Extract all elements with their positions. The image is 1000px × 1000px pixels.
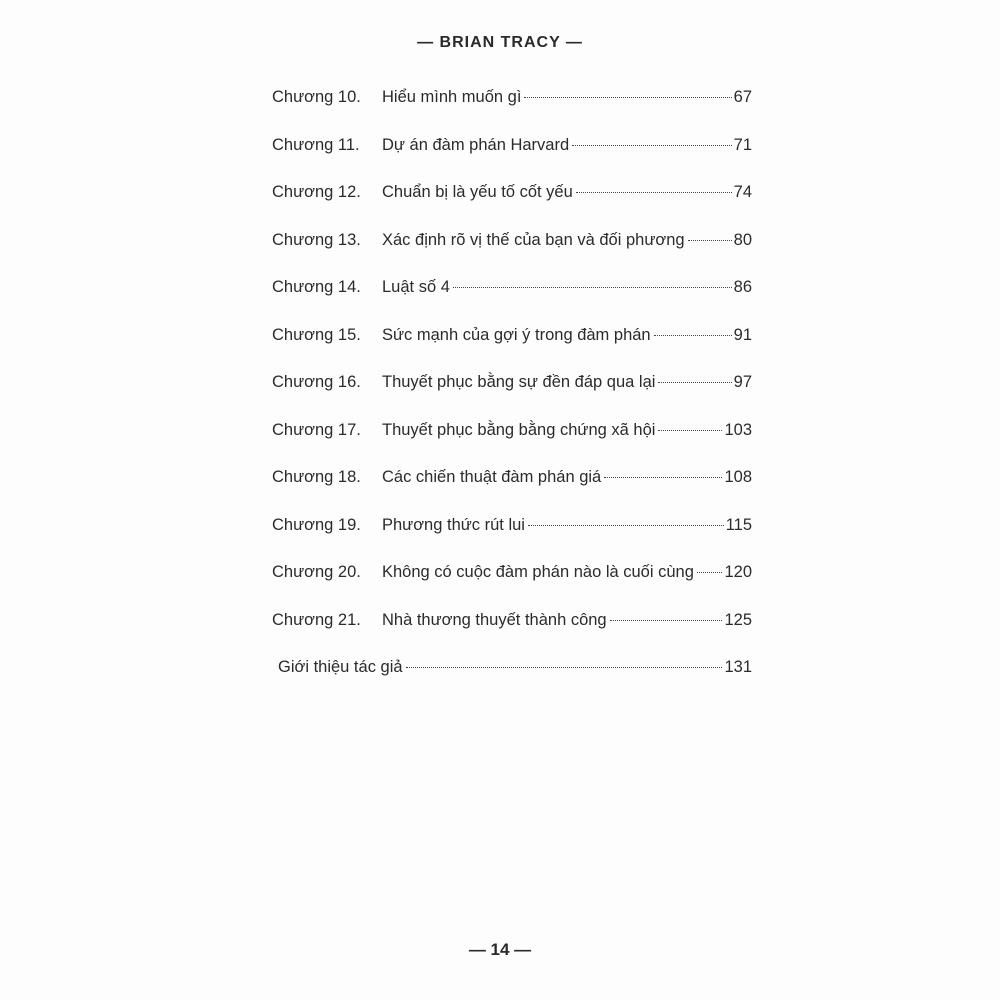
toc-chapter-title: Luật số 4: [382, 278, 450, 296]
toc-entry: [272, 231, 752, 279]
toc-entry: [272, 563, 752, 611]
toc-chapter-label: Chương 11.: [272, 135, 360, 154]
toc-entry: [272, 183, 752, 231]
toc-entry: [272, 88, 752, 136]
toc-chapter-title: Thuyết phục bằng bằng chứng xã hội: [382, 420, 656, 439]
toc-chapter-title: Không có cuộc đàm phán nào là cuối cùng: [382, 563, 694, 581]
toc-entry: [272, 611, 752, 659]
toc-chapter-title: Hiểu mình muốn gì: [382, 88, 522, 106]
toc-page-number: 74: [733, 183, 752, 201]
toc-page-number: 91: [733, 325, 752, 344]
toc-chapter-title: Dự án đàm phán Harvard: [382, 135, 570, 154]
toc-entry: [272, 136, 752, 184]
running-header: — BRIAN TRACY —: [417, 34, 583, 51]
toc-chapter-label: Chương 20.: [272, 563, 361, 581]
toc-entry: [272, 278, 752, 326]
toc-page-number: 80: [733, 230, 752, 249]
toc-page-number: 86: [733, 278, 752, 296]
dot-leader: [688, 240, 732, 241]
toc-page-number: 71: [733, 135, 752, 154]
dot-leader: [697, 572, 723, 573]
dot-leader: [610, 620, 723, 621]
toc-page-number: 120: [724, 563, 752, 581]
toc-entry: [272, 516, 752, 564]
dot-leader: [658, 382, 731, 383]
toc-chapter-label: Chương 16.: [272, 373, 361, 391]
dot-leader: [524, 97, 731, 98]
toc-chapter-label: Chương 13.: [272, 230, 361, 249]
toc-chapter-label: Chương 12.: [272, 183, 361, 201]
toc-entry: [272, 468, 752, 516]
toc-chapter-title: Các chiến thuật đàm phán giá: [382, 468, 602, 486]
toc-page-number: 115: [725, 515, 752, 534]
toc-entry: [272, 326, 752, 374]
toc-page-number: 67: [733, 88, 752, 106]
toc-chapter-label: Chương 10.: [272, 88, 361, 106]
dot-leader: [576, 192, 732, 193]
toc-intro-title: Giới thiệu tác giả: [278, 658, 403, 676]
toc-chapter-label: Chương 21.: [272, 610, 361, 629]
dot-leader: [406, 667, 723, 668]
toc-chapter-title: Thuyết phục bằng sự đền đáp qua lại: [382, 373, 656, 391]
toc-chapter-label: Chương 15.: [272, 325, 361, 344]
toc-chapter-label: Chương 18.: [272, 468, 361, 486]
toc-chapter-label: Chương 17.: [272, 420, 361, 439]
table-of-contents: [272, 88, 752, 706]
dot-leader: [604, 477, 722, 478]
toc-page-number: 103: [724, 420, 752, 439]
toc-chapter-title: Phương thức rút lui: [382, 515, 525, 534]
toc-chapter-title: Sức mạnh của gợi ý trong đàm phán: [382, 325, 651, 344]
dot-leader: [654, 335, 732, 336]
toc-chapter-label: Chương 14.: [272, 278, 361, 296]
toc-page-number: 97: [733, 373, 752, 391]
toc-page-number: 125: [724, 610, 752, 629]
toc-entry: [272, 421, 752, 469]
dot-leader: [528, 525, 724, 526]
toc-page-number: 108: [724, 468, 752, 486]
toc-entry: [272, 373, 752, 421]
toc-chapter-label: Chương 19.: [272, 515, 361, 534]
dot-leader: [572, 145, 732, 146]
page-number: — 14 —: [468, 940, 532, 959]
toc-entry-author-intro: [278, 658, 752, 706]
toc-page-number: 131: [724, 658, 752, 676]
toc-chapter-title: Chuẩn bị là yếu tố cốt yếu: [382, 183, 573, 201]
dot-leader: [453, 287, 732, 288]
dot-leader: [658, 430, 722, 431]
toc-chapter-title: Nhà thương thuyết thành công: [382, 610, 607, 629]
toc-chapter-title: Xác định rõ vị thế của bạn và đối phương: [382, 230, 685, 249]
